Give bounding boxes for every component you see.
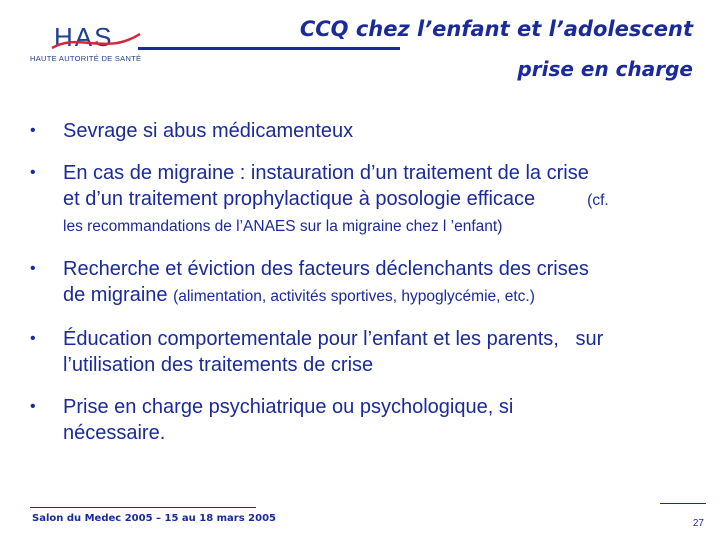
bullet-text: de migraine bbox=[63, 284, 168, 306]
bullet-text-line bbox=[63, 282, 710, 310]
page-number-divider bbox=[660, 503, 706, 504]
has-logo-mark bbox=[50, 22, 142, 52]
bullet-text-small: les recommandations de l’ANAES sur la migraine chez l ’enfant) bbox=[63, 218, 503, 235]
bullet-text-small: (cf. bbox=[587, 192, 609, 209]
bullet-text: Recherche et éviction des facteurs déclenchants des crises bbox=[63, 258, 589, 280]
bullet-item bbox=[30, 256, 710, 310]
bullet-text-line bbox=[63, 186, 710, 214]
bullet-text: l’utilisation des traitements de crise bbox=[63, 354, 374, 376]
footer-event: Salon du Medec 2005 – 15 au 18 mars 2005 bbox=[32, 513, 276, 524]
bullet-item bbox=[30, 118, 710, 144]
bullet-dot-icon: • bbox=[30, 398, 36, 415]
bullet-dot-icon: • bbox=[30, 330, 36, 347]
footer-divider bbox=[30, 507, 256, 508]
bullet-dot-icon: • bbox=[30, 122, 36, 139]
has-logo bbox=[28, 22, 140, 66]
bullet-dot-icon: • bbox=[30, 260, 36, 277]
bullet-text: et d’un traitement prophylactique à posologie efficace bbox=[63, 188, 536, 210]
slide-subtitle: prise en charge bbox=[517, 57, 693, 81]
bullet-text: nécessaire. bbox=[63, 422, 166, 444]
logo-name: HAS bbox=[54, 22, 114, 52]
page-number: 27 bbox=[692, 518, 704, 529]
bullet-list bbox=[30, 118, 710, 462]
bullet-text: Prise en charge psychiatrique ou psychologique, si bbox=[63, 396, 514, 418]
bullet-dot-icon: • bbox=[30, 164, 36, 181]
slide-title: CCQ chez l’enfant et l’adolescent bbox=[299, 17, 693, 41]
bullet-item bbox=[30, 160, 710, 240]
bullet-text: Sevrage si abus médicamenteux bbox=[63, 120, 354, 142]
bullet-text: Éducation comportementale pour l’enfant et les parents, sur bbox=[63, 328, 604, 350]
bullet-text: En cas de migraine : instauration d’un traitement de la crise bbox=[63, 162, 589, 184]
bullet-item bbox=[30, 326, 710, 378]
bullet-item bbox=[30, 394, 710, 446]
bullet-text-small: (alimentation, activités sportives, hypoglycémie, etc.) bbox=[173, 288, 535, 305]
logo-tagline: HAUTE AUTORITÉ DE SANTÉ bbox=[30, 54, 142, 63]
title-divider bbox=[138, 47, 400, 50]
